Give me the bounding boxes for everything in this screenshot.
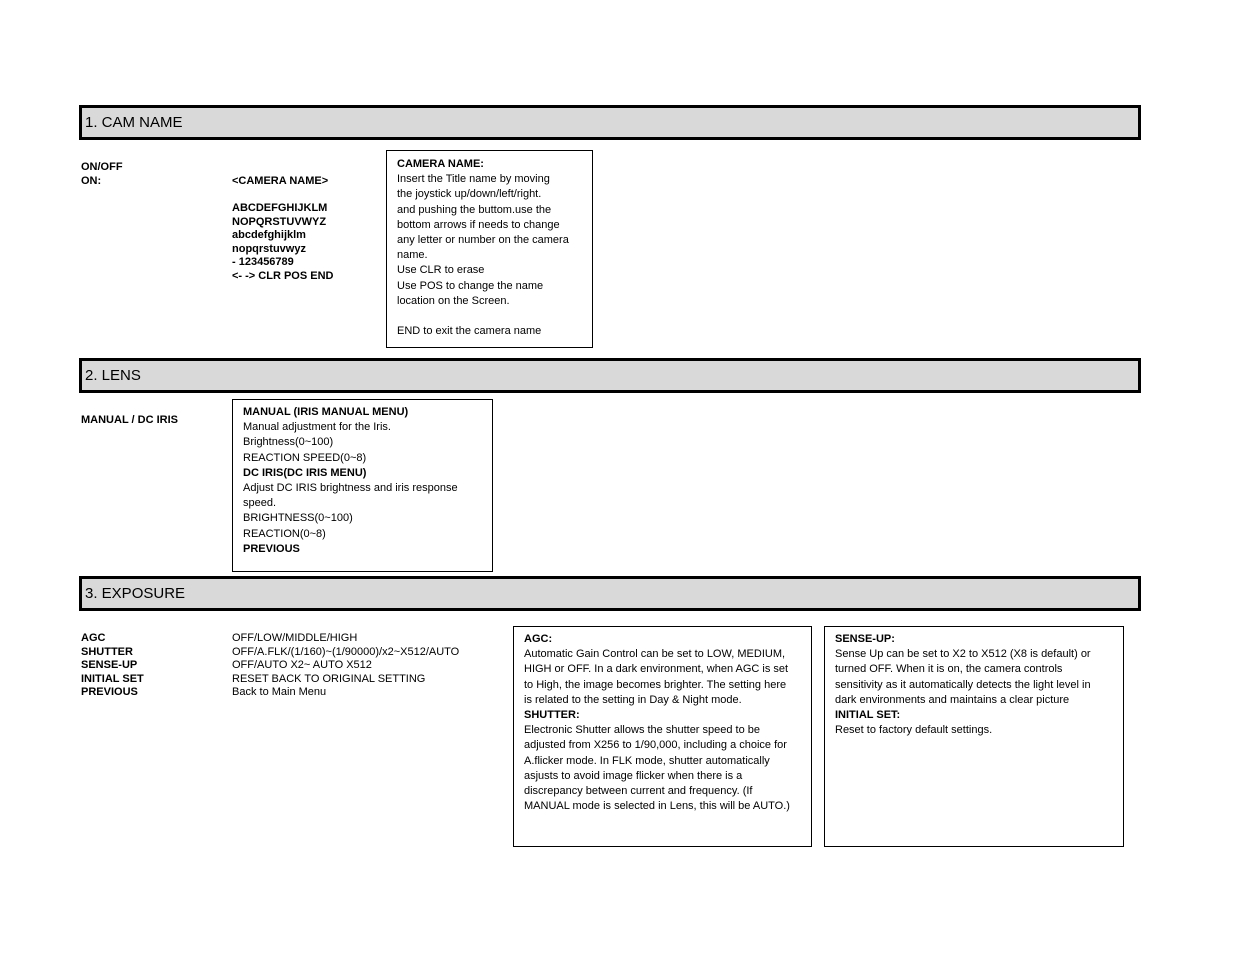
charset-line: abcdefghijklm: [232, 229, 306, 241]
box-line: any letter or number on the camera: [397, 234, 569, 247]
section-title: 3. EXPOSURE: [85, 585, 186, 602]
box-line: the joystick up/down/left/right.: [397, 188, 542, 201]
box-heading: MANUAL (IRIS MANUAL MENU): [243, 406, 409, 418]
box-footer: END to exit the camera name: [397, 325, 542, 338]
box-heading: SHUTTER:: [524, 709, 580, 722]
charset-line: nopqrstuvwyz: [232, 242, 306, 255]
box-line: sensitivity as it automatically detects the light level in: [835, 678, 1091, 691]
spacer: [397, 309, 582, 324]
box-heading: INITIAL SET:: [835, 709, 901, 722]
value-sense-up: OFF/AUTO X2~ AUTO X512: [232, 659, 372, 671]
box-line: to High, the image becomes brighter. The setting here: [524, 678, 787, 691]
box-line: dark environments and maintains a clear picture: [835, 693, 1070, 706]
lens-info-box: [232, 399, 493, 572]
cam-name-labels: [81, 161, 123, 188]
box-line: Sense Up can be set to X2 to X512 (X8 is default) or: [835, 648, 1091, 661]
camera-name-info-box: [386, 150, 593, 348]
box-line: adjusted from X256 to 1/90,000, including a choice for: [524, 739, 787, 752]
box-heading: AGC:: [524, 633, 553, 645]
box-line: and pushing the buttom.use the: [397, 203, 552, 216]
label-initial-set: INITIAL SET: [81, 672, 144, 685]
box-line: Electronic Shutter allows the shutter speed to be: [524, 724, 761, 737]
box-line: name.: [397, 249, 428, 262]
box-line: Manual adjustment for the Iris.: [243, 421, 391, 434]
value-initial-set: RESET BACK TO ORIGINAL SETTING: [232, 672, 426, 685]
box-heading: DC IRIS(DC IRIS MENU): [243, 466, 367, 479]
value-shutter: OFF/A.FLK/(1/160)~(1/90000)/x2~X512/AUTO: [232, 645, 460, 658]
box-line: Insert the Title name by moving: [397, 173, 550, 186]
label-on-off: ON/OFF: [81, 161, 123, 173]
exposure-labels: [81, 632, 144, 700]
section-title: 1. CAM NAME: [85, 114, 183, 131]
section-header-lens: [79, 358, 1141, 393]
exposure-values: [232, 632, 459, 700]
box-line: discrepancy between current and frequency. (If: [524, 785, 753, 798]
label-agc: AGC: [81, 632, 106, 644]
section-header-cam-name: [79, 105, 1141, 140]
label-sense-up: SENSE-UP: [81, 659, 138, 671]
charset-line: - 123456789: [232, 256, 294, 268]
box-heading: CAMERA NAME:: [397, 158, 484, 170]
cam-name-charset: [232, 175, 333, 283]
charset-line: [232, 189, 333, 203]
section-header-exposure: [79, 576, 1141, 611]
section-title: 2. LENS: [85, 367, 141, 384]
box-line: A.flicker mode. In FLK mode, shutter automatically: [524, 754, 770, 767]
charset-line: <CAMERA NAME>: [232, 175, 329, 187]
box-line: HIGH or OFF. In a dark environment, when AGC is set: [524, 663, 789, 676]
box-line: MANUAL mode is selected in Lens, this will be AUTO.): [524, 800, 790, 813]
box-line: Automatic Gain Control can be set to LOW, MEDIUM,: [524, 648, 786, 661]
charset-line: NOPQRSTUVWYZ: [232, 215, 327, 228]
box-heading: PREVIOUS: [243, 542, 300, 555]
lens-label: MANUAL / DC IRIS: [81, 414, 178, 426]
box-line: speed.: [243, 497, 277, 510]
value-previous: Back to Main Menu: [232, 686, 327, 698]
charset-line: ABCDEFGHIJKLM: [232, 202, 328, 214]
box-line: is related to the setting in Day & Night mode.: [524, 693, 742, 706]
box-line: location on the Screen.: [397, 294, 510, 307]
charset-line: <- -> CLR POS END: [232, 269, 334, 282]
box-line: asjusts to avoid image flicker when there is a: [524, 769, 743, 782]
box-line: BRIGHTNESS(0~100): [243, 512, 353, 525]
box-heading: SENSE-UP:: [835, 633, 895, 645]
label-previous: PREVIOUS: [81, 686, 138, 698]
box-line: Use POS to change the name: [397, 279, 544, 292]
box-line: REACTION(0~8): [243, 527, 326, 540]
box-line: Use CLR to erase: [397, 264, 485, 277]
box-line: turned OFF. When it is on, the camera controls: [835, 663, 1063, 676]
box-line: Adjust DC IRIS brightness and iris response: [243, 482, 458, 495]
value-agc: OFF/LOW/MIDDLE/HIGH: [232, 632, 358, 644]
label-shutter: SHUTTER: [81, 645, 133, 658]
sense-up-info-box: [824, 626, 1124, 847]
agc-shutter-info-box: [513, 626, 812, 847]
label-on: ON:: [81, 174, 102, 187]
box-line: REACTION SPEED(0~8): [243, 451, 367, 464]
box-line: bottom arrows if needs to change: [397, 218, 560, 231]
box-line: Reset to factory default settings.: [835, 724, 993, 737]
box-line: Brightness(0~100): [243, 436, 334, 449]
